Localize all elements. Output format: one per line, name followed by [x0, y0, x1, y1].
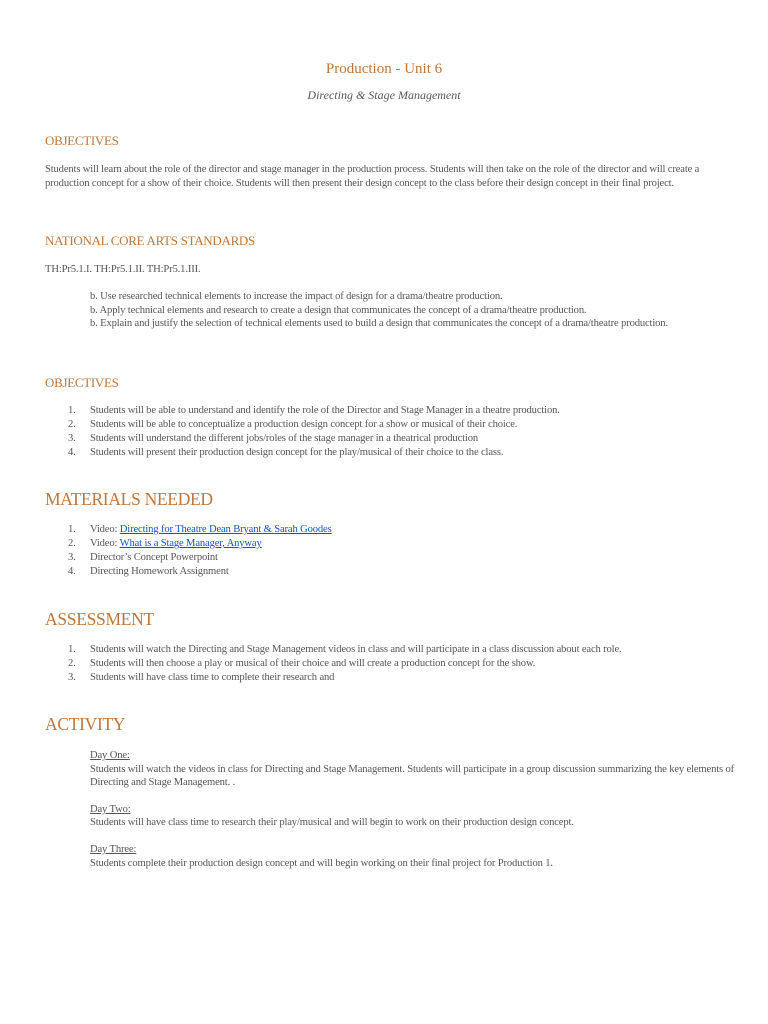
standard-item: b. Apply technical elements and research to create a design that communicates the concept of a drama/theatre production. [90, 304, 587, 316]
list-item: 2. Students will then choose a play or musical of their choice and will create a production concept for the show. [68, 658, 536, 669]
page-title: Production - Unit 6 [325, 61, 443, 77]
materials-heading: MATERIALS NEEDED [45, 489, 213, 509]
day-label: Day One: [90, 750, 130, 761]
standard-item: b. Use researched technical elements to increase the impact of design for a drama/theatre production. [90, 291, 503, 302]
objectives-list [45, 404, 745, 460]
activity-days [90, 749, 740, 883]
objectives-heading: OBJECTIVES [45, 375, 119, 390]
list-item: 2. Video: What is a Stage Manager, Anyway [68, 538, 262, 549]
list-item: 1. Video: Directing for Theatre Dean Bryant & Sarah Goodes [68, 524, 332, 535]
assessment-list [45, 643, 745, 685]
objectives-intro-text: Students will learn about the role of the director and stage manager in the production process. Students will then take on the role of the director and will create a production concept for a show of their choice. Students will then present their design concept to the class before their design concept in their final project. [45, 164, 700, 189]
list-item: 2. Students will be able to conceptualize a production design concept for a show or musical of their choice. [68, 419, 518, 430]
list-item: 4. Directing Homework Assignment [68, 566, 229, 577]
standards-heading: NATIONAL CORE ARTS STANDARDS [45, 233, 255, 248]
video-link-directing[interactable]: Directing for Theatre Dean Bryant & Sarah Goodes [119, 524, 332, 535]
standards-codes: TH:Pr5.1.I. TH:Pr5.1.II. TH:Pr5.1.III. [45, 264, 201, 275]
assessment-heading: ASSESSMENT [45, 609, 154, 629]
list-item: 3. Students will understand the different jobs/roles of the stage manager in a theatrical production [68, 433, 478, 444]
day-one [90, 749, 740, 790]
day-two [90, 803, 740, 830]
day-text: Students will have class time to research their play/musical and will begin to work on their production design concept. [90, 817, 574, 829]
list-item: 1. Students will watch the Directing and Stage Management videos in class and will participate in a class discussion about each role. [68, 644, 622, 655]
page-subtitle: Directing & Stage Management [307, 88, 461, 102]
standard-item: b. Explain and justify the selection of technical elements used to build a design that communicates the concept of a drama/theatre production. [90, 318, 668, 330]
standards-list [90, 290, 710, 331]
list-item: 1. Students will be able to understand and identify the role of the Director and Stage Manager in a theatre production. [68, 405, 560, 416]
video-link-stage-manager[interactable]: What is a Stage Manager, Anyway [119, 538, 262, 549]
day-text: Students will watch the videos in class for Directing and Stage Management. Students will participate in a group discussion summarizing the key elements of Directing and Stage Management. . [90, 763, 735, 789]
list-item: 3. Students will have class time to complete their research and [68, 672, 335, 683]
day-label: Day Three: [90, 843, 137, 855]
list-item: 4. Students will present their production design concept for the play/musical of their choice to the class. [68, 447, 504, 458]
day-label: Day Two: [90, 803, 131, 815]
list-item: 3. Director’s Concept Powerpoint [68, 552, 218, 563]
objectives-intro-heading: OBJECTIVES [45, 133, 119, 148]
day-three [90, 843, 740, 870]
day-text: Students complete their production design concept and will begin working on their final project for Production 1. [90, 857, 553, 869]
activity-heading: ACTIVITY [45, 714, 126, 734]
materials-list [45, 523, 745, 579]
